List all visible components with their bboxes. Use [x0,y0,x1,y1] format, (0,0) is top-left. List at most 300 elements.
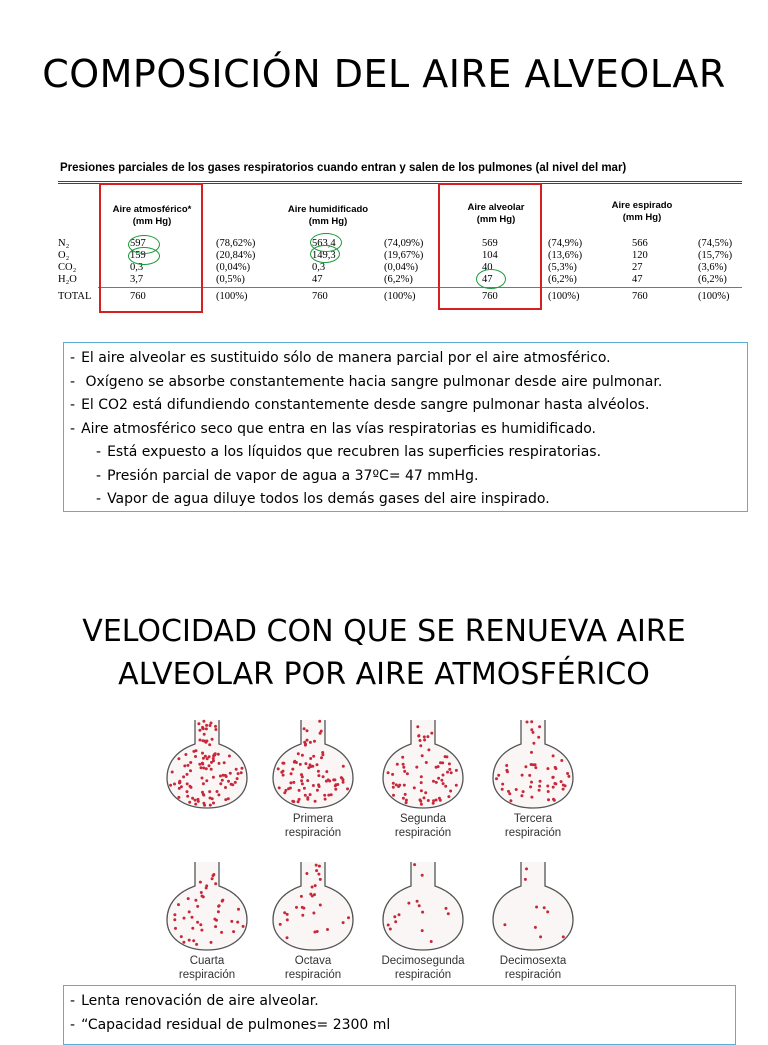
air-particle [403,770,406,773]
air-particle [302,907,305,910]
flask-outline [383,720,463,808]
air-particle [205,727,208,730]
air-particle [530,796,533,799]
air-particle [421,929,424,932]
air-particle [328,780,331,783]
flask-label-line2: respiración [178,969,236,981]
air-particle [532,742,535,745]
table-percent: (78,62%) [216,238,256,249]
air-particle [201,727,204,730]
air-particle [392,782,395,785]
air-particle [199,739,202,742]
air-particle [560,759,563,762]
flask-label [478,812,588,840]
air-particle [506,770,509,773]
flask-label [258,812,368,840]
air-particle [317,770,320,773]
air-particle [323,794,326,797]
air-particle [522,790,525,793]
air-particle [387,771,390,774]
table-value: 566 [632,238,648,249]
flask-label [368,812,478,840]
air-particle [423,739,426,742]
air-particle [279,923,282,926]
air-particle [423,735,426,738]
table-value: 0,3 [312,262,326,273]
subnote-2-text: Presión parcial de vapor de agua a 37ºC= 47 mmHg. [107,467,479,484]
air-particle [413,863,416,866]
gas-label: N₂ [58,238,70,249]
air-particle [303,727,306,730]
air-particle [505,764,508,767]
air-particle [208,764,211,767]
air-particle [291,768,294,771]
flask-label-line1: Decimosexta [499,955,567,967]
air-particle [419,739,422,742]
alveolus-flask [378,718,468,810]
air-particle [304,794,307,797]
air-particle [524,765,527,768]
air-particle [189,769,192,772]
table-value: 47 [632,274,643,285]
air-particle [191,927,194,930]
air-particle [228,755,231,758]
air-particle [445,755,448,758]
table-percent: (20,84%) [216,250,256,261]
air-particle [284,789,287,792]
table-percent: (100%) [698,291,730,302]
air-particle [236,777,239,780]
air-particle [309,893,312,896]
air-particle [205,779,208,782]
flask-label [258,954,368,982]
air-particle [449,790,452,793]
air-particle [508,792,511,795]
air-particle [524,878,527,881]
table-percent: (6,2%) [548,274,577,285]
air-particle [202,767,205,770]
air-particle [217,793,220,796]
air-particle [322,775,325,778]
air-particle [327,794,330,797]
air-particle [289,781,292,784]
air-particle [204,755,207,758]
air-particle [552,798,555,801]
air-particle [309,757,312,760]
flask-label-line1: Octava [294,955,332,967]
air-particle [235,768,238,771]
air-particle [192,939,195,942]
air-particle [188,939,191,942]
air-particle [182,775,185,778]
air-particle [566,772,569,775]
air-particle [312,912,315,915]
air-particle [212,874,215,877]
air-particle [346,787,349,790]
air-particle [299,763,302,766]
air-particle [202,895,205,898]
flask-label-line1: Segunda [399,813,447,825]
air-particle [183,764,186,767]
table-percent: (100%) [384,291,416,302]
flask-outline [493,862,573,950]
air-particle [532,763,535,766]
flask-label [478,954,588,982]
air-particle [403,784,406,787]
air-particle [515,788,518,791]
circle-o2-hum [310,245,340,263]
flask-label-line1: Tercera [513,813,553,825]
air-particle [534,926,537,929]
air-particle [333,778,336,781]
air-particle [210,941,213,944]
flask-label-line2: respiración [504,969,562,981]
table-percent: (74,09%) [384,238,424,249]
table-value: 159 [130,250,146,261]
air-particle [199,923,202,926]
air-particle [198,729,201,732]
air-particle [520,794,523,797]
air-particle [301,782,304,785]
note2-1: - Lenta renovación de aire alveolar. [70,993,319,1009]
air-particle [282,774,285,777]
flask-outline [167,720,247,808]
air-particle [191,916,194,919]
header-humidificado-l2: (mm Hg) [308,216,348,227]
subnote-1: - Está expuesto a los líquidos que recubren las superficies respiratorias. [96,444,602,460]
note-2: - Oxígeno se absorbe constantemente hacia sangre pulmonar desde aire pulmonar. [70,373,663,390]
air-particle [546,785,549,788]
air-particle [211,797,214,800]
flask-label-line2: respiración [394,827,452,839]
air-particle [221,899,224,902]
air-particle [423,796,426,799]
alveolus-flask [162,718,252,810]
air-particle [180,935,183,938]
gas-label: CO₂ [58,262,77,273]
table-percent: (19,67%) [384,250,424,261]
air-particle [237,908,240,911]
air-particle [283,911,286,914]
air-particle [177,757,180,760]
air-particle [320,730,323,733]
air-particle [292,781,295,784]
notes-box-2 [63,985,736,1045]
air-particle [201,752,204,755]
flask-label [368,954,478,982]
highlight-box-alveolar [438,183,542,310]
air-particle [303,787,306,790]
air-particle [497,774,500,777]
air-particle [189,761,192,764]
header-alveolar-l2: (mm Hg) [476,214,516,225]
table-percent: (0,04%) [384,262,419,273]
alveolus-flask [378,860,468,952]
table-value: 40 [482,262,493,273]
air-particle [224,786,227,789]
table-percent: (6,2%) [384,274,413,285]
air-particle [212,759,215,762]
air-particle [182,941,185,944]
air-particle [440,779,443,782]
air-particle [286,936,289,939]
table-value: 0,3 [130,262,144,273]
air-particle [435,781,438,784]
air-particle [306,779,309,782]
header-atmosferico-l2: (mm Hg) [132,216,172,227]
air-particle [407,902,410,905]
table-value: 149,3 [312,250,336,261]
air-particle [309,765,312,768]
table-value: 760 [312,291,328,302]
air-particle [567,775,570,778]
header-alveolar-l1: Aire alveolar [467,202,525,213]
air-particle [538,789,541,792]
air-particle [455,784,458,787]
air-particle [427,799,430,802]
air-particle [532,731,535,734]
alveolus-flask [488,718,578,810]
flask-label-line2: respiración [394,969,452,981]
air-particle [394,920,397,923]
air-particle [189,785,192,788]
air-particle [448,768,451,771]
air-particle [537,736,540,739]
air-particle [318,865,321,868]
air-particle [437,777,440,780]
air-particle [552,754,555,757]
air-particle [281,762,284,765]
air-particle [183,917,186,920]
air-particle [298,798,301,801]
note-1: - El aire alveolar es sustituido sólo de manera parcial por el aire atmosférico. [70,350,611,366]
air-particle [432,780,435,783]
air-particle [562,788,565,791]
air-particle [293,761,296,764]
header-humidificado-l1: Aire humidificado [287,204,369,215]
table-value: 569 [482,238,498,249]
air-particle [311,886,314,889]
air-particle [280,771,283,774]
air-particle [209,804,212,807]
air-particle [177,903,180,906]
air-particle [427,748,430,751]
air-particle [278,786,281,789]
air-particle [304,743,307,746]
air-particle [317,783,320,786]
air-particle [324,798,327,801]
air-particle [316,763,319,766]
air-particle [319,878,322,881]
air-particle [526,721,529,724]
air-particle [528,774,531,777]
air-particle [236,921,239,924]
circle-h2o-alv [476,269,506,289]
air-particle [187,897,190,900]
air-particle [196,905,199,908]
flask-label-line1: Primera [292,813,334,825]
air-particle [539,935,542,938]
air-particle [223,761,226,764]
table-percent: (74,9%) [548,238,583,249]
air-particle [546,767,549,770]
air-particle [205,724,208,727]
note-4-text: Aire atmosférico seco que entra en las vías respiratorias es humidificado. [81,420,597,437]
air-particle [435,766,438,769]
air-particle [342,921,345,924]
air-particle [313,931,316,934]
subnote-3-text: Vapor de agua diluye todos los demás gases del aire inspirado. [107,491,550,507]
alveolus-flask [268,860,358,952]
air-particle [405,801,408,804]
air-particle [318,720,321,723]
air-particle [334,784,337,787]
air-particle [392,786,395,789]
air-particle [208,790,211,793]
air-particle [416,725,419,728]
air-particle [564,784,567,787]
air-particle [419,744,422,747]
air-particle [314,800,317,803]
air-particle [439,761,442,764]
air-particle [401,756,404,759]
air-particle [342,781,345,784]
air-particle [306,739,309,742]
air-particle [200,929,203,932]
air-particle [320,756,323,759]
air-particle [298,789,301,792]
air-particle [312,784,315,787]
alveolus-flask [162,860,252,952]
air-particle [194,899,197,902]
air-particle [420,789,423,792]
air-particle [334,788,337,791]
air-particle [396,763,399,766]
table-percent: (5,3%) [548,262,577,273]
flask-label [152,954,262,982]
air-particle [202,793,205,796]
header-atmosferico-l1: Aire atmosférico* [112,204,192,215]
air-particle [315,864,318,867]
subnote-3: - Vapor de agua diluye todos los demás gases del aire inspirado. [96,491,550,507]
air-particle [214,728,217,731]
air-particle [177,796,180,799]
air-particle [214,725,217,728]
air-particle [420,781,423,784]
air-particle [300,895,303,898]
flask-label-line1: Cuarta [189,955,225,967]
air-particle [291,800,294,803]
air-particle [538,725,541,728]
air-particle [553,782,556,785]
flask-label-line2: respiración [504,827,562,839]
air-particle [215,919,218,922]
air-particle [205,887,208,890]
air-particle [211,877,214,880]
air-particle [393,915,396,918]
air-particle [198,763,201,766]
air-particle [538,785,541,788]
subnote-1-text: Está expuesto a los líquidos que recubren las superficies respiratorias. [107,444,602,460]
air-particle [186,773,189,776]
air-particle [432,799,435,802]
subnote-2: - Presión parcial de vapor de agua a 37ºC= 47 mmHg. [96,467,479,484]
air-particle [171,771,174,774]
air-particle [242,925,245,928]
air-particle [447,912,450,915]
table-percent: (100%) [548,291,580,302]
air-particle [317,774,320,777]
circle-o2-atm [128,247,160,265]
air-particle [309,793,312,796]
air-particle [421,754,424,757]
air-particle [418,904,421,907]
air-particle [186,790,189,793]
air-particle [194,755,197,758]
air-particle [430,732,433,735]
air-particle [186,795,189,798]
gas-label: TOTAL [58,291,92,302]
air-particle [521,774,524,777]
air-particle [425,761,428,764]
gas-label: H₂O [58,274,77,285]
air-particle [342,765,345,768]
air-particle [560,780,563,783]
air-particle [397,785,400,788]
air-particle [319,904,322,907]
air-particle [206,757,209,760]
air-particle [301,775,304,778]
air-particle [413,786,416,789]
air-particle [231,783,234,786]
table-value: 563,4 [312,238,336,249]
table-percent: (13,6%) [548,250,583,261]
air-particle [214,752,217,755]
air-particle [200,891,203,894]
air-particle [503,923,506,926]
air-particle [297,752,300,755]
air-particle [237,772,240,775]
table-value: 120 [632,250,648,261]
header-humidificado [278,204,378,228]
air-particle [301,914,304,917]
air-particle [201,762,204,765]
note2-2: - “Capacidad residual de pulmones= 2300 ml [70,1016,391,1033]
air-particle [402,766,405,769]
air-particle [416,900,419,903]
air-particle [455,769,458,772]
note-2-text: Oxígeno se absorbe constantemente hacia sangre pulmonar desde aire pulmonar. [81,373,663,390]
air-particle [186,782,189,785]
air-particle [539,780,542,783]
air-particle [419,798,422,801]
air-particle [208,743,211,746]
air-particle [187,764,190,767]
air-particle [211,738,214,741]
air-particle [306,729,309,732]
flask-label-line2: respiración [284,969,342,981]
air-particle [317,873,320,876]
air-particle [543,906,546,909]
air-particle [188,801,191,804]
table-percent: (100%) [216,291,248,302]
note2-2-text: “Capacidad residual de pulmones= 2300 ml [81,1016,391,1033]
note-3-text: El CO2 está difundiendo constantemente desde sangre pulmonar hasta alvéolos. [81,397,650,413]
air-particle [174,927,177,930]
air-particle [326,928,329,931]
air-particle [195,943,198,946]
alveolus-flask [268,718,358,810]
